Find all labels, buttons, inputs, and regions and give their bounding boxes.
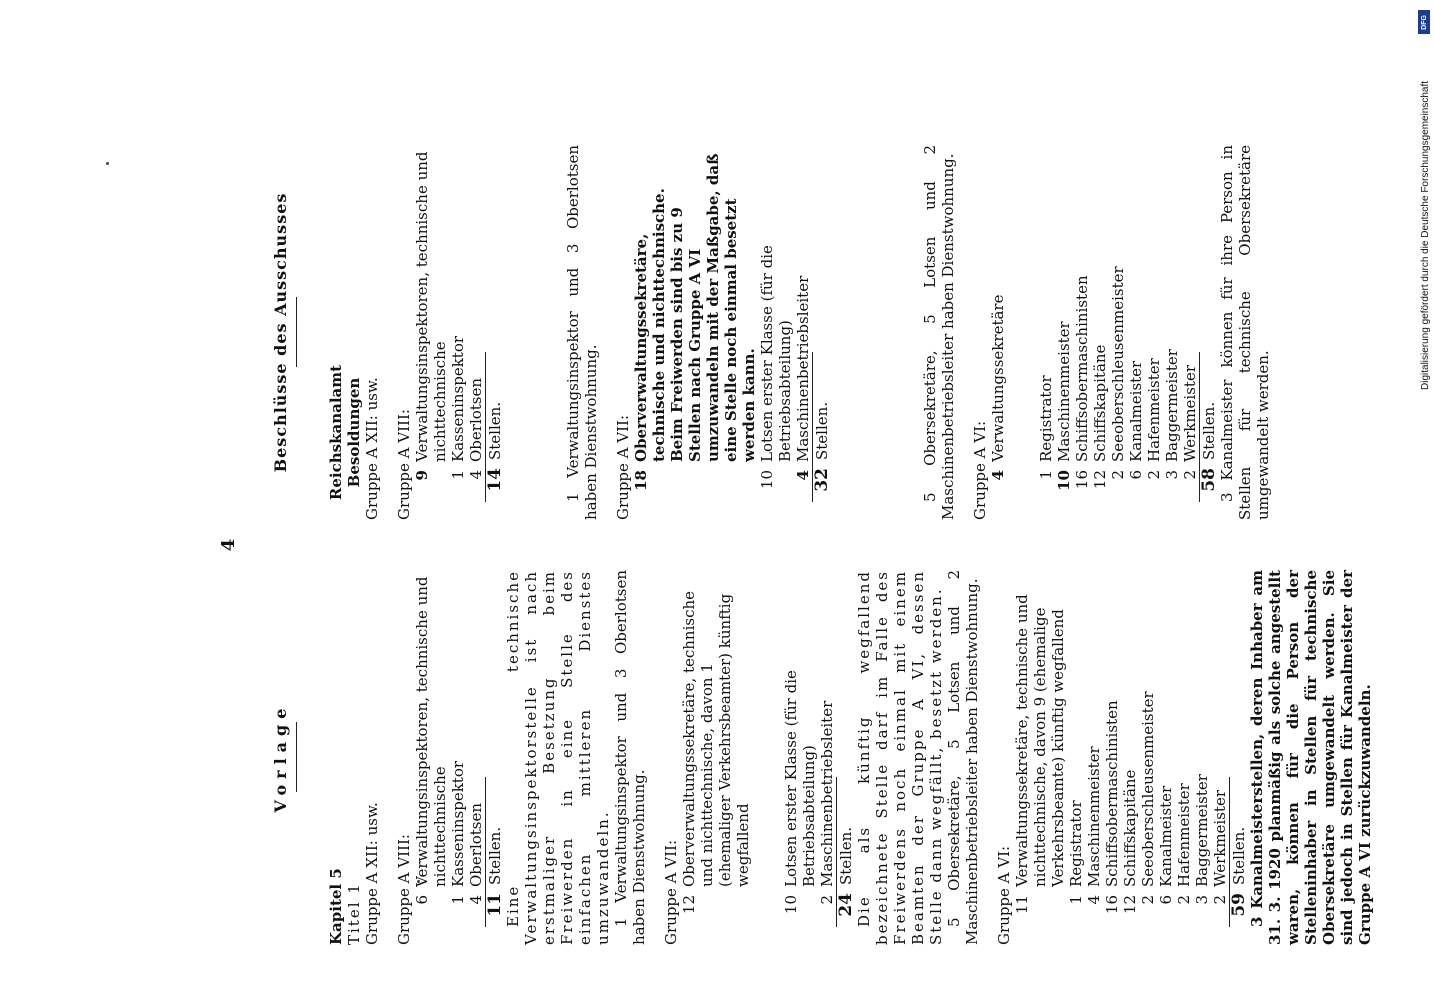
list-item: 10 Maschinenmeister	[1055, 321, 1073, 491]
gruppe-label: Gruppe A VII:	[662, 840, 680, 945]
list-item: 6 Verwaltungsinspektoren, technische und nichttechnische	[413, 576, 449, 905]
group-total: 24 Stellen.	[836, 777, 855, 927]
column-vorlage	[272, 570, 1374, 945]
list-item: 16 Schiffsobermaschinisten	[1073, 275, 1091, 490]
column-beschluesse	[272, 145, 1374, 520]
list-item: 12 Schiffskapitäne	[1121, 769, 1139, 915]
list-item: 4 Oberlotsen	[467, 802, 485, 905]
list-item: 2 Hafenmeister	[1175, 783, 1193, 905]
column-heading: Vorlage	[271, 702, 290, 813]
list-item: 1 Kasseninspektor	[449, 335, 467, 480]
list-item: 6 Kanalmeister	[1157, 785, 1175, 905]
gruppe-label: Gruppe A VII:	[614, 415, 632, 520]
list-item: 2 Hafenmeister	[1145, 358, 1163, 480]
page-number: 4	[218, 538, 239, 552]
kapitel-label: Kapitel 5	[327, 868, 345, 945]
group-total: 32 Stellen.	[812, 352, 831, 502]
list-item: 3 Baggermeister	[1193, 774, 1211, 905]
gruppe-label: Gruppe A VI:	[995, 845, 1013, 945]
note-paragraph: Eine technische Verwaltungsinspektorstelle ist nach erstmaliger Besetzung beim Freiwerden in eine Stelle des einfachen mittleren Dienstes umzuwandeln.	[504, 570, 612, 945]
column-heading: Beschlüsse des Ausschusses	[271, 192, 290, 473]
note-paragraph: 3 Kanalmeisterstellen, deren Inhaber am 31. 3. 1920 planmäßig als solche angestellt waren, können für die Person der Stelleninhaber in Stellen für technische Obersekretäre umgewandelt werden. Sie sind jedoch in Stellen für Kanalmeister der Gruppe A VI zurückzuwandeln.	[1248, 570, 1374, 945]
gruppe-label: Gruppe A VIII:	[395, 409, 413, 520]
gruppe-label: Gruppe A XII: usw.	[363, 802, 381, 945]
list-item: 10 Lotsen erster Klasse (für die Betriebsabteilung)	[782, 670, 818, 915]
dfg-logo: DFG	[1418, 10, 1430, 34]
heading-rule	[296, 298, 297, 368]
rotated-document-page	[180, 115, 1390, 975]
list-item: 10 Lotsen erster Klasse (für die Betriebsabteilung)	[758, 245, 794, 490]
note-paragraph: 5 Obersekretäre, 5 Lotsen und 2 Maschinenbetriebsleiter haben Dienstwohnung.	[921, 145, 957, 520]
section-subheading: Besoldungen	[345, 377, 363, 488]
note-paragraph: 1 Verwaltungsinspektor und 3 Oberlotsen haben Dienstwohnung.	[564, 145, 600, 520]
list-item: 18 Oberverwaltungssekretäre, technische und nichttechnische. Beim Freiwerden sind bis zu 9 Stellen nach Gruppe A VI umzuwandeln mit der Maßgabe, daß eine Stelle noch einmal besetzt werden kann.	[632, 153, 758, 491]
group-total: 59 Stellen.	[1229, 777, 1248, 927]
gruppe-label: Gruppe A VIII:	[395, 834, 413, 945]
gruppe-label: Gruppe A XII: usw.	[363, 377, 381, 520]
group-total: 14 Stellen.	[485, 352, 504, 502]
list-item: 3 Baggermeister	[1163, 349, 1181, 480]
list-item: 1 Kasseninspektor	[449, 760, 467, 905]
section-heading: Reichskanalamt	[327, 364, 345, 501]
gruppe-label: Gruppe A VI:	[971, 420, 989, 520]
list-item: 2 Werkmeister	[1181, 364, 1199, 480]
list-item: 12 Schiffskapitäne	[1091, 344, 1109, 490]
note-paragraph: Die als künftig wegfallend bezeichnete Stelle darf im Falle des Freiwerdens noch einmal mit einem Beamten der Gruppe A VI, dessen Stelle dann wegfällt, besetzt werden.	[855, 570, 945, 945]
list-item: 4 Maschinenbetriebsleiter	[794, 275, 812, 481]
list-item: 2 Werkmeister	[1211, 789, 1229, 905]
list-item: 2 Seeoberschleusenmeister	[1109, 266, 1127, 480]
note-paragraph: 3 Kanalmeister können für ihre Person in Stellen für technische Obersekretäre umgewandelt werden.	[1218, 145, 1272, 520]
list-item: 6 Kanalmeister	[1127, 360, 1145, 480]
list-item: 2 Maschinenbetriebsleiter	[818, 700, 836, 905]
list-item: 16 Schiffsobermaschinisten	[1103, 700, 1121, 915]
group-total: 11 Stellen.	[485, 777, 504, 927]
list-item: 12 Oberverwaltungssekretäre, technische und nichttechnische, davon 1 (ehemaliger Verkehrsbeamter) künftig wegfallend	[680, 590, 752, 915]
heading-rule	[296, 723, 297, 793]
list-item: 1 Registrator	[1067, 800, 1085, 905]
note-paragraph: 1 Verwaltungsinspektor und 3 Oberlotsen haben Dienstwohnung.	[612, 570, 648, 945]
list-item: 4 Maschinenmeister	[1085, 746, 1103, 905]
list-item: 1 Registrator	[1037, 375, 1055, 480]
list-item: 2 Seeoberschleusenmeister	[1139, 691, 1157, 905]
group-total: 58 Stellen.	[1199, 352, 1218, 502]
digitization-credit: Digitalisierung gefördert durch die Deutsche Forschungsgemeinschaft	[1420, 80, 1431, 390]
scan-speck	[106, 162, 109, 165]
list-item: 11 Verwaltungssekretäre, technische und nichttechnische, davon 9 (ehemalige Verkehrsbeamte) künftig wegfallend	[1013, 594, 1067, 915]
list-item: 4 Oberlotsen	[467, 377, 485, 480]
list-item: 4 Verwaltungssekretäre	[989, 294, 1007, 481]
list-item: 9 Verwaltungsinspektoren, technische und nichttechnische	[413, 151, 449, 481]
titel-label: Titel 1	[345, 882, 363, 945]
note-paragraph: 5 Obersekretäre, 5 Lotsen und 2 Maschinenbetriebsleiter haben Dienstwohnung.	[945, 570, 981, 945]
